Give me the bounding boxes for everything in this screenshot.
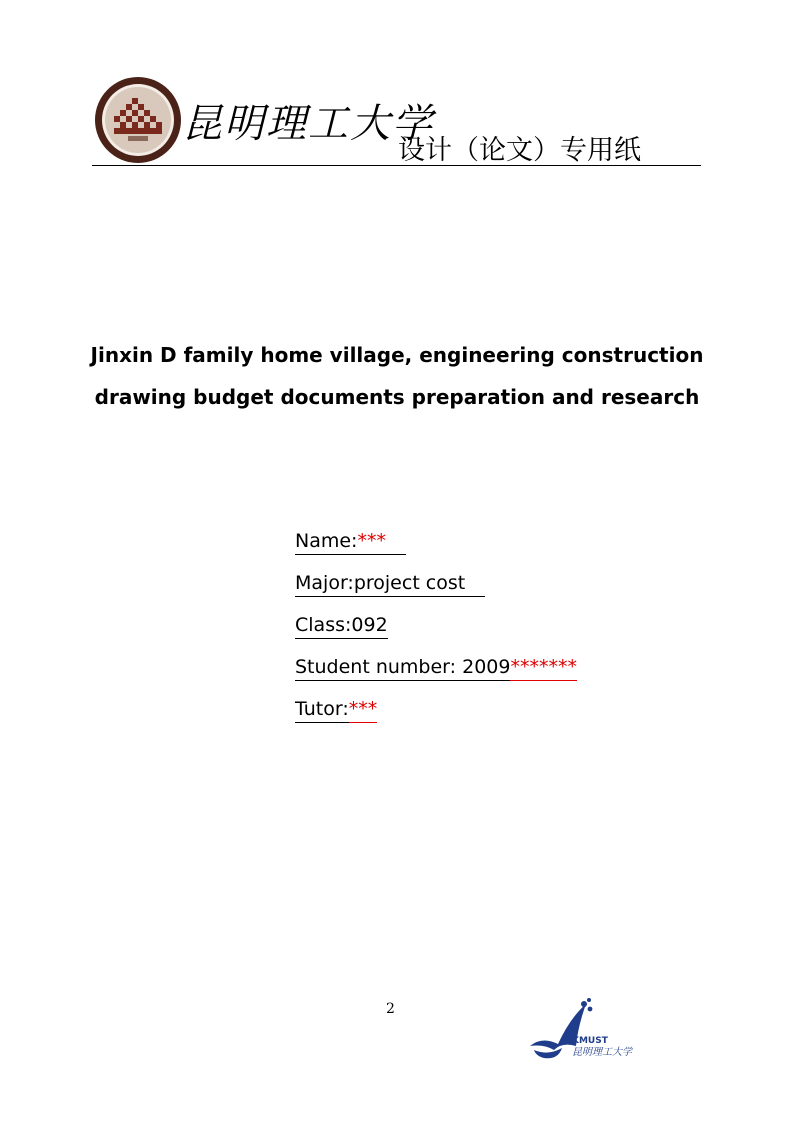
kmust-brand-text: KMUST [572, 1036, 608, 1046]
tutor-value: *** [349, 696, 378, 723]
class-field [295, 612, 577, 654]
class-underline [295, 612, 388, 639]
student-number-label: Student number: [295, 656, 463, 678]
name-underline [295, 528, 406, 555]
header-divider [92, 165, 701, 166]
title-line-2: drawing budget documents preparation and research [94, 385, 700, 409]
tutor-label: Tutor: [295, 696, 349, 723]
university-name: 昆明理工大学 [182, 101, 434, 147]
class-label: Class: [295, 614, 352, 636]
student-number-field [295, 654, 577, 696]
page-number: 2 [386, 1001, 395, 1017]
kmust-footer-logo [528, 998, 648, 1060]
major-underline [295, 570, 485, 597]
name-field [295, 528, 577, 570]
class-value: 092 [351, 614, 388, 636]
name-value: *** [357, 530, 386, 552]
major-value: project cost [353, 572, 466, 594]
thesis-title [60, 334, 734, 418]
university-seal-logo [94, 76, 182, 164]
major-field [295, 570, 577, 612]
student-number-prefix: 2009 [462, 656, 511, 678]
title-line-1: Jinxin D family home village, engineering construction [90, 343, 704, 367]
student-number-masked: ******* [510, 654, 577, 681]
tutor-field [295, 696, 577, 738]
student-number-label-underline [295, 654, 510, 681]
paper-label: 设计（论文）专用纸 [398, 135, 641, 166]
student-info [295, 528, 577, 738]
major-label: Major: [295, 572, 354, 594]
footer-university-name: 昆明理工大学 [572, 1047, 632, 1058]
name-label: Name: [295, 530, 358, 552]
